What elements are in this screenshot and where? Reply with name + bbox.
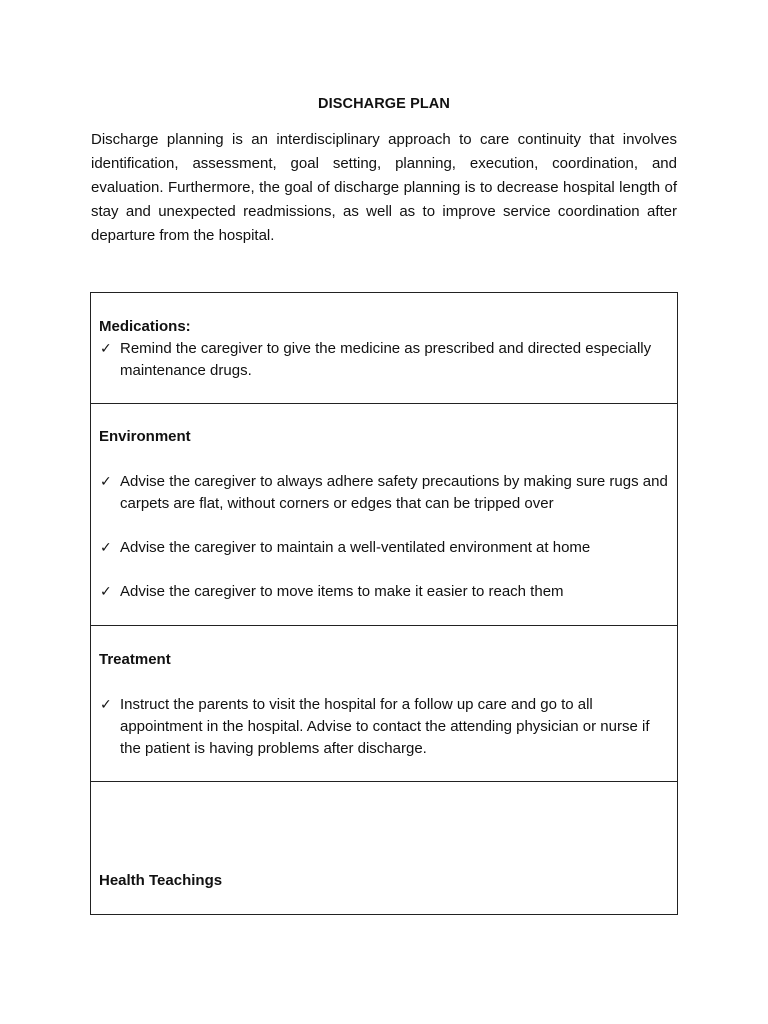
health-teachings-cell [91, 782, 678, 915]
list-item [99, 694, 669, 760]
health-teachings-row [91, 782, 678, 915]
medications-cell [91, 293, 678, 404]
check-mark-icon: ✓ [100, 697, 112, 713]
environment-row [91, 404, 678, 626]
treatment-row [91, 626, 678, 782]
check-mark-icon: ✓ [100, 584, 112, 600]
environment-cell [91, 404, 678, 626]
check-mark-icon: ✓ [100, 474, 112, 490]
list-item-text: Advise the caregiver to always adhere safety precautions by making sure rugs and carpets are flat, without corners or edges that can be tripped over [120, 473, 668, 512]
environment-heading: Environment [99, 428, 191, 445]
intro-paragraph: Discharge planning is an interdisciplinary approach to care continuity that involves identification, assessment, goal setting, planning, execution, coordination, and evaluation. Furthermore, the goal of discharge planning is to decrease hospital length of stay and unexpected readmissions, as well as to improve service coordination after departure from the hospital. [91, 131, 677, 244]
discharge-plan-table [90, 292, 678, 915]
list-item-text: Instruct the parents to visit the hospital for a follow up care and go to all appointment in the hospital. Advise to contact the attending physician or nurse if the patient is having problems after discharge. [120, 696, 650, 757]
treatment-list [99, 694, 669, 760]
list-item-text: Advise the caregiver to move items to make it easier to reach them [120, 583, 564, 600]
medications-list [99, 338, 669, 382]
treatment-cell [91, 626, 678, 782]
health-teachings-heading: Health Teachings [99, 872, 223, 889]
list-item [99, 537, 669, 559]
medications-heading: Medications: [99, 318, 191, 335]
check-mark-icon: ✓ [100, 341, 112, 357]
treatment-heading: Treatment [99, 651, 171, 668]
list-item [99, 471, 669, 515]
list-item-text: Advise the caregiver to maintain a well-ventilated environment at home [120, 539, 591, 556]
page-title: DISCHARGE PLAN [318, 96, 450, 112]
environment-list [99, 471, 669, 603]
list-item [99, 338, 669, 382]
medications-row [91, 293, 678, 404]
check-mark-icon: ✓ [100, 540, 112, 556]
list-item [99, 581, 669, 603]
list-item-text: Remind the caregiver to give the medicine as prescribed and directed especially maintenance drugs. [120, 340, 652, 379]
